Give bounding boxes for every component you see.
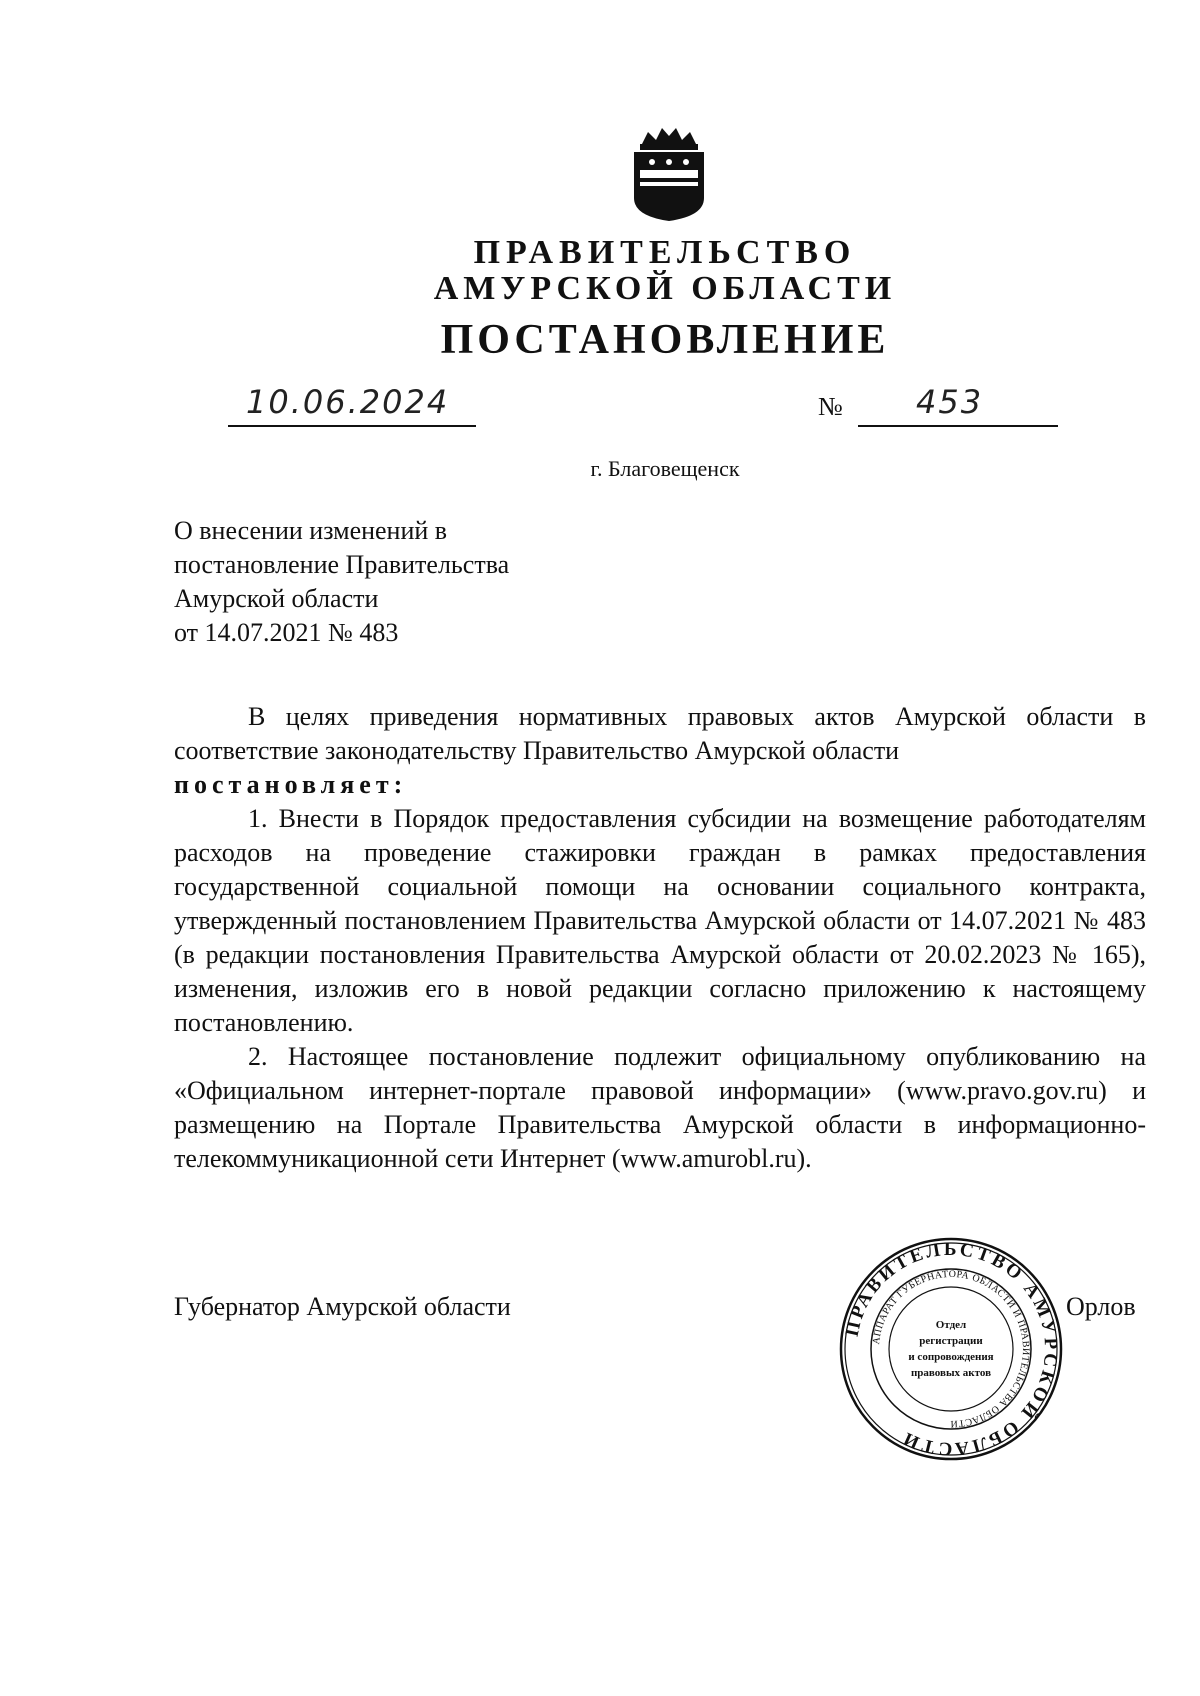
document-body — [174, 700, 1146, 1176]
subject-line: постановление Правительства — [174, 550, 510, 579]
item-1: 1. Внести в Порядок предоставления субсидии на возмещение работодателям расходов на проведение стажировки граждан в рамках предоставления государственной социальной помощи на основании социального контракта, утвержденный постановлением Правительства Амурской области от 14.07.2021 № 483 (в редакции постановления Правительства Амурской области от 20.02.2023 № 165), изменения, изложив его в новой редакции согласно приложению к настоящему постановлению. — [174, 804, 1146, 1037]
subject-line: Амурской области — [174, 584, 379, 613]
number-field — [858, 383, 1058, 427]
stamp-inner-text: АППАРАТ ГУБЕРНАТОРА ОБЛАСТИ И ПРАВИТЕЛЬСТВА ОБЛАСТИ — [871, 1268, 1032, 1430]
stamp-outer-text: ПРАВИТЕЛЬСТВО АМУРСКОЙ ОБЛАСТИ — [841, 1238, 1062, 1460]
stamp-center-line: регистрации — [919, 1335, 983, 1347]
date-field — [228, 383, 476, 427]
resolves-word: постановляет: — [174, 770, 408, 799]
stamp-center-line: и сопровождения — [908, 1351, 994, 1363]
item-2: 2. Настоящее постановление подлежит официальному опубликованию на «Официальном интернет-портале правовой информации» (www.pravo.gov.ru) и размещению на Портале Правительства Амурской области в информационно-телекоммуникационной сети Интернет (www.amurobl.ru). — [174, 1042, 1146, 1173]
stamp-center-line: правовых актов — [910, 1367, 992, 1379]
coat-of-arms-icon — [628, 126, 710, 222]
number-sign: № — [818, 392, 843, 421]
city: г. Благовещенск — [590, 456, 740, 481]
subject-block — [174, 514, 509, 650]
preamble: В целях приведения нормативных правовых актов Амурской области в соответствие законодательству Правительство Амурской области — [174, 702, 1146, 765]
signatory-title: Губернатор Амурской области — [174, 1292, 511, 1321]
document-type: ПОСТАНОВЛЕНИЕ — [440, 317, 890, 363]
date-value: 10.06.2024 — [246, 383, 450, 421]
government-title: ПРАВИТЕЛЬСТВО — [473, 234, 857, 271]
number-value: 453 — [916, 383, 984, 421]
subject-line: О внесении изменений в — [174, 516, 448, 545]
subject-line: от 14.07.2021 № 483 — [174, 618, 399, 647]
signatory-name: Орлов — [1066, 1292, 1136, 1321]
stamp-center-line: Отдел — [935, 1319, 967, 1331]
official-stamp-icon — [838, 1236, 1064, 1462]
region-title: АМУРСКОЙ ОБЛАСТИ — [433, 270, 897, 307]
